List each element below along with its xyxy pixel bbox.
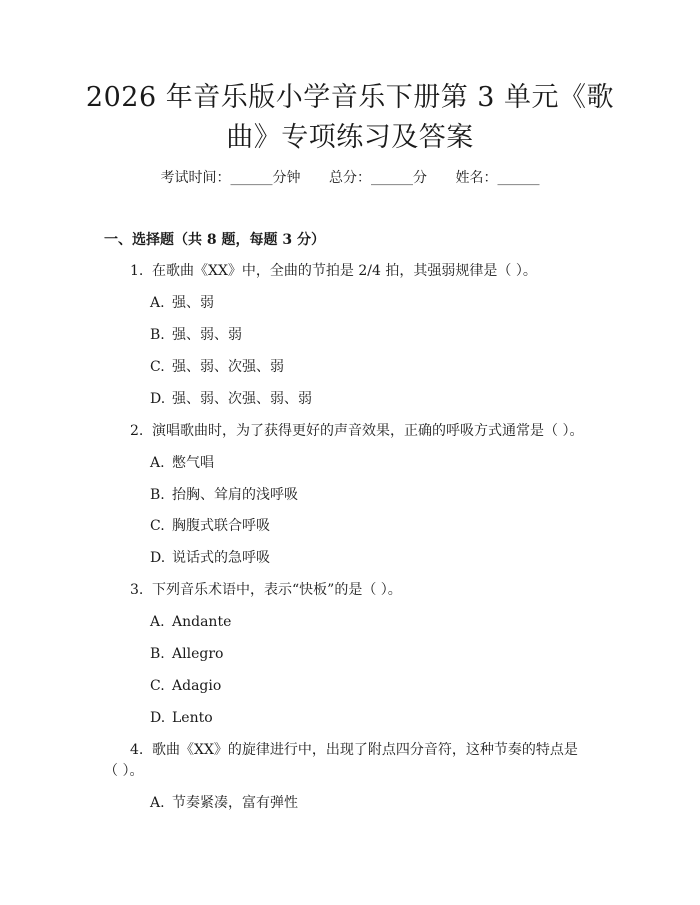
option-label: C.: [150, 678, 165, 694]
question-4: [130, 740, 578, 760]
option-label: A.: [150, 795, 165, 811]
title-line-2: 曲》专项练习及答案: [226, 122, 474, 153]
question-text: 演唱歌曲时，为了获得更好的声音效果，正确的呼吸方式通常是（ ）。: [152, 423, 584, 439]
option-a: [150, 612, 231, 632]
question-text: 下列音乐术语中，表示“快板”的是（ ）。: [152, 582, 402, 598]
option-label: D.: [150, 710, 166, 726]
question-number: 3.: [130, 582, 144, 598]
exam-total-score: 总分：______分: [329, 170, 427, 186]
option-text: 强、弱、弱: [172, 327, 242, 343]
question-2: [130, 421, 583, 441]
question-text: 在歌曲《XX》中，全曲的节拍是 2/4 拍，其强弱规律是（ ）。: [152, 263, 537, 279]
exam-meta: [0, 168, 700, 188]
option-text: 胸腹式联合呼吸: [172, 518, 270, 534]
section-heading: 一、选择题（共 8 题，每题 3 分）: [104, 232, 325, 248]
question-3: [130, 580, 402, 600]
option-label: D.: [150, 550, 166, 566]
question-number: 1.: [130, 263, 144, 279]
question-text-continued: （ ）。: [104, 763, 144, 779]
option-text: 憋气唱: [172, 455, 214, 471]
option-text: 强、弱、次强、弱: [172, 359, 284, 375]
option-text: Allegro: [172, 646, 224, 662]
option-text: 节奏紧凑，富有弹性: [172, 795, 298, 811]
question-1: [130, 261, 537, 281]
option-a: [150, 793, 298, 813]
document-title: [60, 78, 640, 158]
exam-name: 姓名：______: [455, 170, 540, 186]
option-d: [150, 389, 312, 409]
option-b: [150, 325, 242, 345]
option-label: B.: [150, 327, 165, 343]
question-text: 歌曲《XX》的旋律进行中，出现了附点四分音符，这种节奏的特点是: [152, 742, 578, 758]
option-label: D.: [150, 391, 166, 407]
option-a: [150, 293, 214, 313]
option-label: A.: [150, 295, 165, 311]
option-d: [150, 548, 270, 568]
option-text: 说话式的急呼吸: [172, 550, 270, 566]
option-b: [150, 485, 298, 505]
option-a: [150, 453, 214, 473]
option-d: [150, 708, 213, 728]
option-c: [150, 676, 221, 696]
option-b: [150, 644, 223, 664]
option-c: [150, 516, 270, 536]
option-label: A.: [150, 614, 165, 630]
option-c: [150, 357, 284, 377]
option-label: B.: [150, 646, 165, 662]
option-text: Adagio: [172, 678, 222, 694]
title-line-1: 2026 年音乐版小学音乐下册第 3 单元《歌: [85, 82, 615, 113]
question-number: 2.: [130, 423, 144, 439]
option-label: A.: [150, 455, 165, 471]
option-text: 强、弱: [172, 295, 214, 311]
option-label: C.: [150, 518, 165, 534]
option-text: 强、弱、次强、弱、弱: [172, 391, 312, 407]
option-text: 抬胸、耸肩的浅呼吸: [172, 487, 298, 503]
option-label: C.: [150, 359, 165, 375]
option-label: B.: [150, 487, 165, 503]
option-text: Lento: [172, 710, 213, 726]
exam-time: 考试时间：______分钟: [160, 170, 301, 186]
option-text: Andante: [172, 614, 232, 630]
question-number: 4.: [130, 742, 144, 758]
